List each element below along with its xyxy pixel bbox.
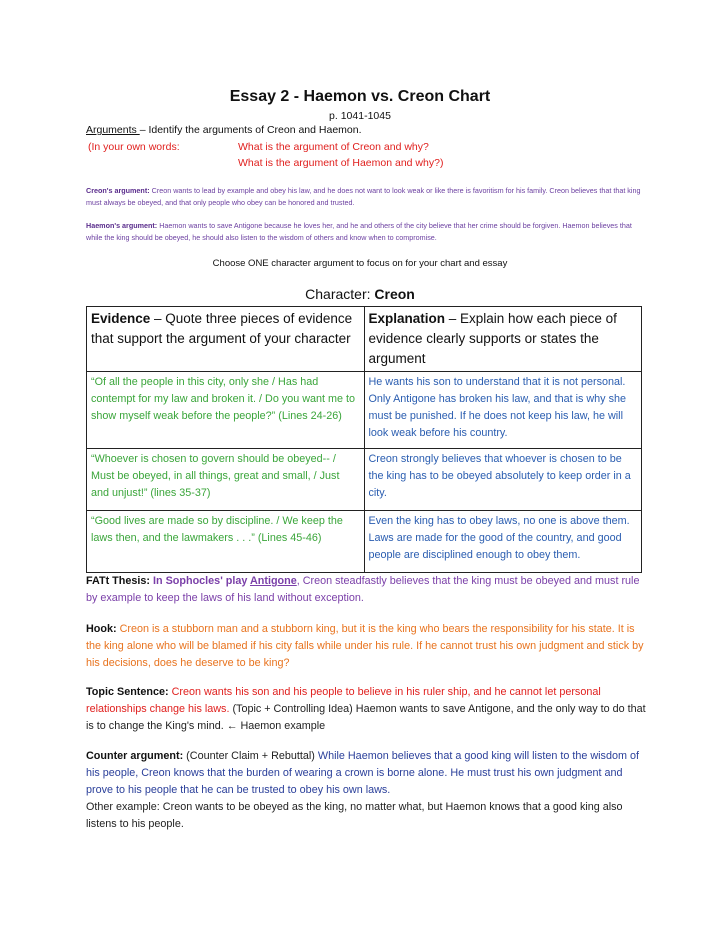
hook-text: Creon is a stubborn man and a stubborn king, but it is the king who bears the responsibility for his state. It is the king alone who will be blamed if his city falls while under his rule. If he cannot trust his own judgment and stick by his decisions, does he deserve to be king? bbox=[86, 623, 644, 669]
choose-instruction: Choose ONE character argument to focus on for your chart and essay bbox=[212, 258, 508, 269]
thesis-label: FATt Thesis: bbox=[86, 575, 153, 587]
explanation-header-text: – Explain how each piece of evidence clearly supports or states the argument bbox=[368, 311, 617, 366]
evidence-cell: “Of all the people in this city, only she / Has had contempt for my law and broken it. / Do you want me to show myself weak before the people?” (Lines 24-26) bbox=[87, 372, 365, 449]
topic-paragraph bbox=[86, 684, 646, 735]
character-heading bbox=[0, 286, 720, 302]
table-row bbox=[87, 372, 642, 449]
table-row bbox=[87, 511, 642, 573]
evidence-header-text: – Quote three pieces of evidence that support the argument of your character bbox=[91, 311, 353, 346]
counter-label: Counter argument: bbox=[86, 750, 187, 762]
explanation-header bbox=[364, 307, 642, 372]
arguments-text: – Identify the arguments of Creon and Haemon. bbox=[139, 124, 362, 136]
haemon-argument-label: Haemon's argument: bbox=[86, 221, 158, 230]
explanation-cell: He wants his son to understand that it is not personal. Only Antigone has broken his law, and that is why she must be punished. If he does not keep his law, he will look weak before his country. bbox=[364, 372, 642, 449]
evidence-cell: “Good lives are made so by discipline. / We keep the laws then, and the lawmakers . . .” (Lines 45-46) bbox=[87, 511, 365, 573]
creon-argument-text: Creon wants to lead by example and obey his law, and he does not want to look weak or like there is favoritism for his family. Creon believes that that king must always be obeyed, and that only people who obey can be honored and trusted. bbox=[86, 186, 641, 207]
character-name: Creon bbox=[374, 286, 415, 302]
explanation-header-bold: Explanation bbox=[368, 311, 446, 326]
own-words-label: (In your own words: bbox=[88, 141, 180, 153]
topic-rest-text: (Topic + Controlling Idea) Haemon wants to save Antigone, and the only way to do that is to change the King's mind. ← Haemon example bbox=[86, 703, 646, 732]
counter-plain-text: (Counter Claim + Rebuttal) bbox=[186, 750, 318, 762]
explanation-cell: Even the king has to obey laws, no one is above them. Laws are made for the good of the country, and good people are disciplined enough to obey them. bbox=[364, 511, 642, 573]
evidence-cell: “Whoever is chosen to govern should be obeyed-- / Must be obeyed, in all things, great and small, / Just and unjust!” (lines 35-37) bbox=[87, 449, 365, 511]
creon-argument-label: Creon's argument: bbox=[86, 186, 150, 195]
thesis-bold: In Sophocles' play bbox=[153, 575, 250, 587]
page-range: p. 1041-1045 bbox=[329, 110, 391, 122]
haemon-argument-text: Haemon wants to save Antigone because he loves her, and he and others of the city believe that her crime should be forgiven. Haemon believes that while the king should be obeyed, he should also listen to the wisdom of others and know when to compromise. bbox=[86, 221, 632, 242]
counter-navy-text: While Haemon believes that a good king will listen to the wisdom of his people, Creon knows that the burden of wearing a crown is borne alone. He must trust his own judgment and prove to his people that he can be trusted to obey his own laws. bbox=[86, 750, 639, 796]
character-label: Character: bbox=[305, 286, 371, 302]
thesis-play-title: Antigone bbox=[249, 575, 297, 587]
question-creon: What is the argument of Creon and why? bbox=[238, 141, 429, 153]
hook-paragraph bbox=[86, 621, 646, 672]
arguments-label: Arguments bbox=[86, 124, 140, 136]
thesis-text: , Creon steadfastly believes that the king must be obeyed and must rule by example to keep the laws of his land without exception. bbox=[86, 575, 640, 604]
creon-argument bbox=[86, 185, 646, 209]
counter-paragraph bbox=[86, 748, 646, 833]
other-example-text: Other example: Creon wants to be obeyed as the king, no matter what, but Haemon knows that a good king also listens to his people. bbox=[86, 801, 623, 830]
evidence-table bbox=[86, 306, 642, 573]
page-title: Essay 2 - Haemon vs. Creon Chart bbox=[229, 88, 491, 105]
topic-label: Topic Sentence: bbox=[86, 686, 172, 698]
explanation-cell: Creon strongly believes that whoever is chosen to be the king has to be obeyed absolutely to keep order in a city. bbox=[364, 449, 642, 511]
question-haemon: What is the argument of Haemon and why?) bbox=[238, 157, 444, 169]
evidence-header-bold: Evidence bbox=[91, 311, 151, 326]
table-header-row bbox=[87, 307, 642, 372]
table-row bbox=[87, 449, 642, 511]
topic-red-text: Creon wants his son and his people to believe in his ruler ship, and he cannot let personal relationships change his laws. bbox=[86, 686, 601, 715]
arguments-instruction bbox=[86, 124, 362, 136]
haemon-argument bbox=[86, 220, 646, 244]
thesis-paragraph bbox=[86, 573, 646, 607]
evidence-header bbox=[87, 307, 365, 372]
hook-label: Hook: bbox=[86, 623, 120, 635]
